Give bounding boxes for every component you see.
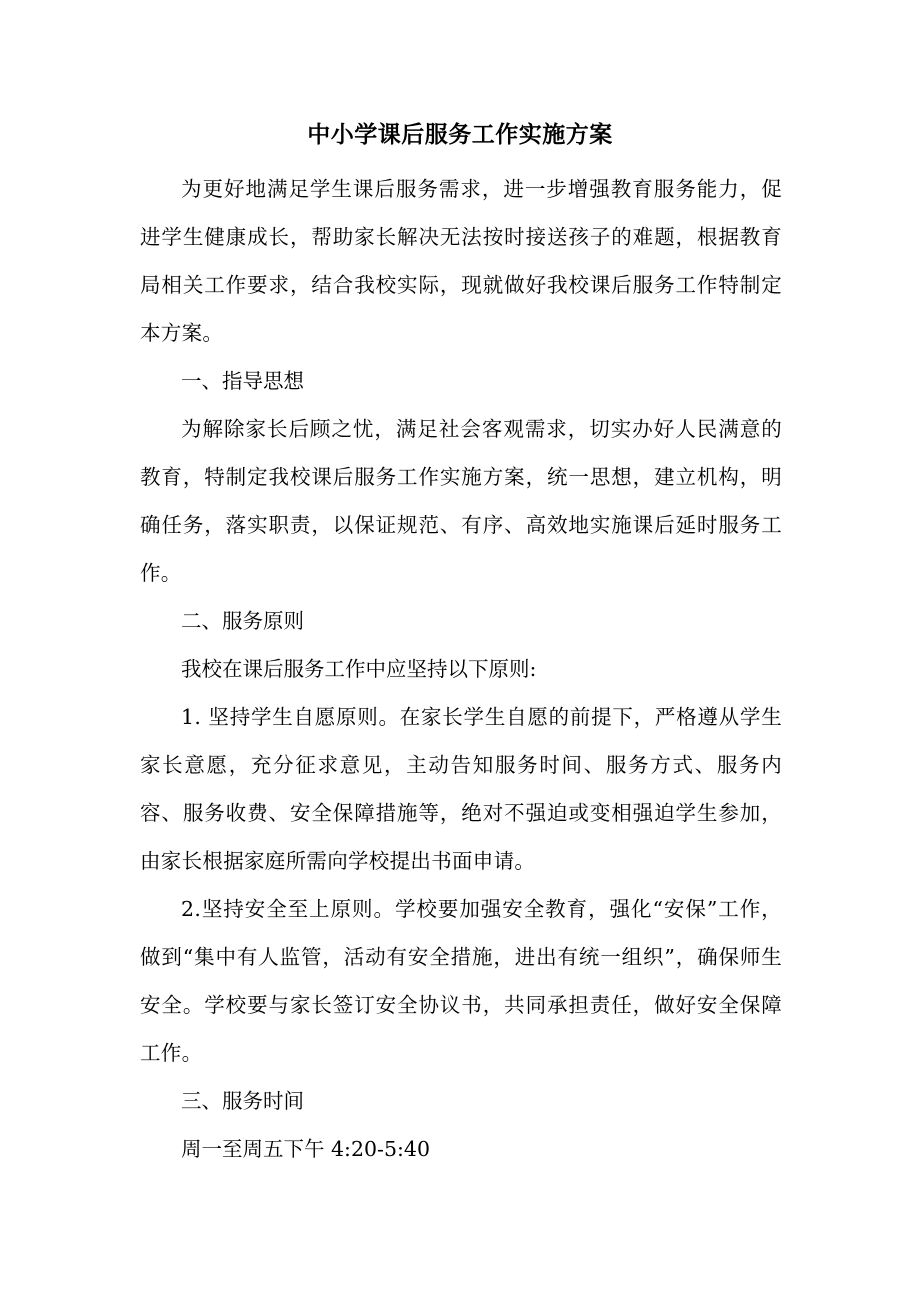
document-title: 中小学课后服务工作实施方案: [307, 121, 613, 148]
service-time-text: 周一至周五下午 4:20-5:40: [181, 1137, 431, 1161]
principle-safety-paragraph: 2.坚持安全至上原则。学校要加强安全教育，强化“安保”工作，做到“集中有人监管，活动有安全措施，进出有统一组织”，确保师生安全。学校要与家长签订安全协议书，共同承担责任，做好安全保障工作。: [140, 897, 782, 1065]
guiding-ideology-paragraph: 为解除家长后顾之忧，满足社会客观需求，切实办好人民满意的教育，特制定我校课后服务工作实施方案，统一思想，建立机构，明确任务，落实职责，以保证规范、有序、高效地实施课后延时服务工作。: [140, 417, 782, 585]
intro-paragraph: 为更好地满足学生课后服务需求，进一步增强教育服务能力，促进学生健康成长，帮助家长解决无法按时接送孩子的难题，根据教育局相关工作要求，结合我校实际，现就做好我校课后服务工作特制定本方案。: [140, 177, 782, 345]
section-heading-service-principles: 二、服务原则: [181, 609, 304, 633]
service-principles-lead: 我校在课后服务工作中应坚持以下原则:: [181, 657, 537, 681]
section-heading-guiding-ideology: 一、指导思想: [181, 369, 304, 393]
section-heading-service-time: 三、服务时间: [181, 1089, 304, 1113]
principle-voluntary-paragraph: 1. 坚持学生自愿原则。在家长学生自愿的前提下，严格遵从学生家长意愿，充分征求意见，主动告知服务时间、服务方式、服务内容、服务收费、安全保障措施等，绝对不强迫或变相强迫学生参加，由家长根据家庭所需向学校提出书面申请。: [140, 705, 782, 873]
